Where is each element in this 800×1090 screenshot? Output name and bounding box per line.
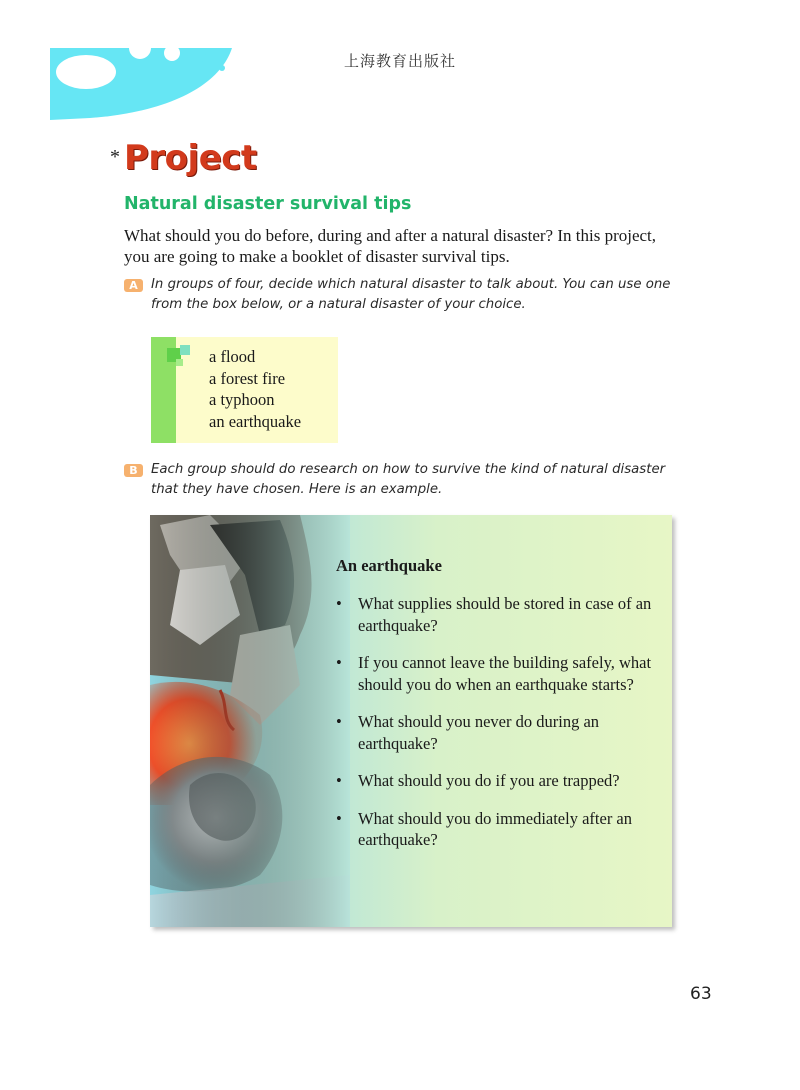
example-question [336,652,656,695]
box-square-decoration [180,345,190,355]
bullet-icon: • [336,653,342,672]
question-text: What supplies should be stored in case of an earthquake? [358,594,652,635]
page-number: 63 [690,984,712,1004]
task-b-label: B [124,464,143,477]
disaster-option: a typhoon [209,390,275,409]
task-b-text: Each group should do research on how to survive the kind of natural disaster that they have chosen. Here is an example. [151,462,666,497]
example-question [336,593,656,636]
publisher-name: 上海教育出版社 [343,52,456,70]
bullet-icon: • [336,808,342,828]
example-heading: An earthquake [336,556,442,575]
task-a-text: In groups of four, decide which natural disaster to talk about. You can use one from the box below, or a natural disaster of your choice. [151,277,671,312]
disaster-options-list [209,346,301,432]
disaster-collage-image [150,515,350,927]
bullet-icon: • [336,771,342,790]
task-a-label: A [124,279,143,292]
section-subtitle: Natural disaster survival tips [124,194,412,214]
question-text: If you cannot leave the building safely, what should you do when an earthquake starts? [358,653,652,694]
intro-paragraph: What should you do before, during and after a natural disaster? In this project, you are going to make a booklet of disaster survival tips. [124,226,657,266]
earthquake-example-panel [150,515,672,927]
bullet-icon: • [336,594,342,613]
bullet-icon: • [336,712,342,731]
example-question [336,711,656,754]
disaster-option: a flood [209,347,256,366]
question-text: What should you do if you are trapped? [358,771,620,790]
example-question [336,770,656,792]
disaster-option: an earthquake [209,411,302,431]
optional-marker: * [110,146,120,168]
example-question-list [336,593,656,867]
question-text: What should you never do during an earthquake? [358,712,600,753]
box-square-decoration [176,359,183,366]
example-question [336,808,656,851]
section-title: Project [124,138,257,178]
disaster-options-box [151,337,338,443]
question-text: What should you do immediately after an earthquake? [358,808,633,849]
disaster-option: a forest fire [209,368,286,388]
